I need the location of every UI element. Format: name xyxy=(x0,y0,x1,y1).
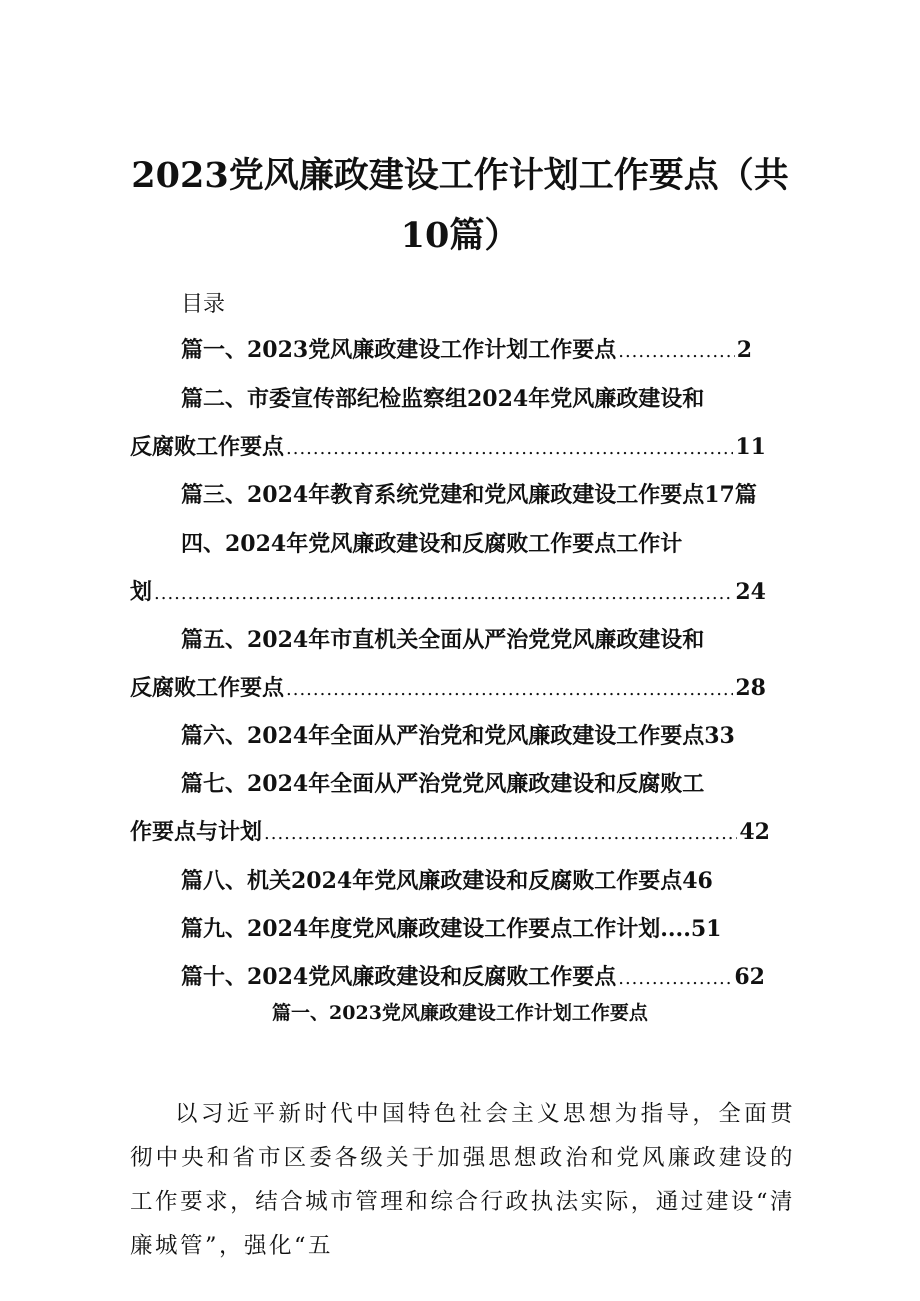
toc-entry-text: 篇五、2024年市直机关全面从严治党党风廉政建设和 xyxy=(181,627,705,653)
toc-leader-dots xyxy=(264,819,737,849)
toc-entry-8[interactable] xyxy=(181,866,713,896)
toc-leader-dots xyxy=(154,579,733,609)
toc-entry-text: 划 xyxy=(130,579,153,605)
toc-leader-dots xyxy=(618,337,734,367)
body-paragraph: 以习近平新时代中国特色社会主义思想为指导，全面贯彻中央和省市区委各级关于加强思想政治和党风廉政建设的工作要求，结合城市管理和综合行政执法实际，通过建设“清廉城管”，强化“五 xyxy=(130,1101,795,1259)
toc-leader-dots xyxy=(286,675,733,705)
toc-entry-7-line-1[interactable] xyxy=(181,769,704,799)
toc-entry-5-line-1[interactable] xyxy=(181,625,704,655)
toc-entry-5-line-2[interactable] xyxy=(130,673,766,703)
toc-entry-text: 篇三、2024年教育系统党建和党风廉政建设工作要点17篇 xyxy=(181,482,757,508)
toc-entry-text: 篇九、2024年度党风廉政建设工作要点工作计划....51 xyxy=(181,916,722,942)
toc-entry-text: 篇七、2024年全面从严治党党风廉政建设和反腐败工 xyxy=(181,771,705,797)
toc-entry-3[interactable] xyxy=(181,480,757,510)
toc-entry-4-line-1[interactable] xyxy=(181,529,682,559)
toc-entry-text: 篇六、2024年全面从严治党和党风廉政建设工作要点33 xyxy=(181,723,735,749)
toc-entry-text: 反腐败工作要点 xyxy=(130,434,285,460)
toc-entry-text: 篇二、市委宣传部纪检监察组2024年党风廉政建设和 xyxy=(181,386,705,412)
toc-page-number: 28 xyxy=(735,675,766,701)
toc-page-number: 24 xyxy=(735,579,766,605)
toc-label: 目录 xyxy=(181,292,226,317)
toc-entry-1[interactable] xyxy=(181,335,752,365)
toc-entry-7-line-2[interactable] xyxy=(130,817,770,847)
section-heading: 篇一、2023党风廉政建设工作计划工作要点 xyxy=(272,1002,648,1024)
toc-entry-text: 作要点与计划 xyxy=(130,819,263,845)
toc-entry-2-line-1[interactable] xyxy=(181,384,704,414)
toc-entry-2-line-2[interactable] xyxy=(130,432,766,462)
toc-entry-text: 四、2024年党风廉政建设和反腐败工作要点工作计 xyxy=(181,531,683,557)
toc-entry-text: 篇一、2023党风廉政建设工作计划工作要点 xyxy=(181,337,617,363)
toc-leader-dots xyxy=(286,434,733,464)
toc-entry-6[interactable] xyxy=(181,721,735,751)
toc-page-number: 62 xyxy=(734,964,765,990)
toc-entry-text: 篇八、机关2024年党风廉政建设和反腐败工作要点46 xyxy=(181,868,713,894)
toc-entry-10[interactable] xyxy=(181,962,765,992)
document-title-line-2: 10篇） xyxy=(400,215,520,256)
toc-entry-4-line-2[interactable] xyxy=(130,577,766,607)
document-title-line-1: 2023党风廉政建设工作计划工作要点（共 xyxy=(131,155,789,196)
toc-entry-text: 篇十、2024党风廉政建设和反腐败工作要点 xyxy=(181,964,617,990)
toc-page-number: 42 xyxy=(739,819,770,845)
toc-entry-9[interactable] xyxy=(181,914,721,944)
toc-page-number: 11 xyxy=(735,434,766,460)
toc-page-number: 2 xyxy=(736,337,752,363)
toc-leader-dots xyxy=(618,964,732,994)
toc-entry-text: 反腐败工作要点 xyxy=(130,675,285,701)
